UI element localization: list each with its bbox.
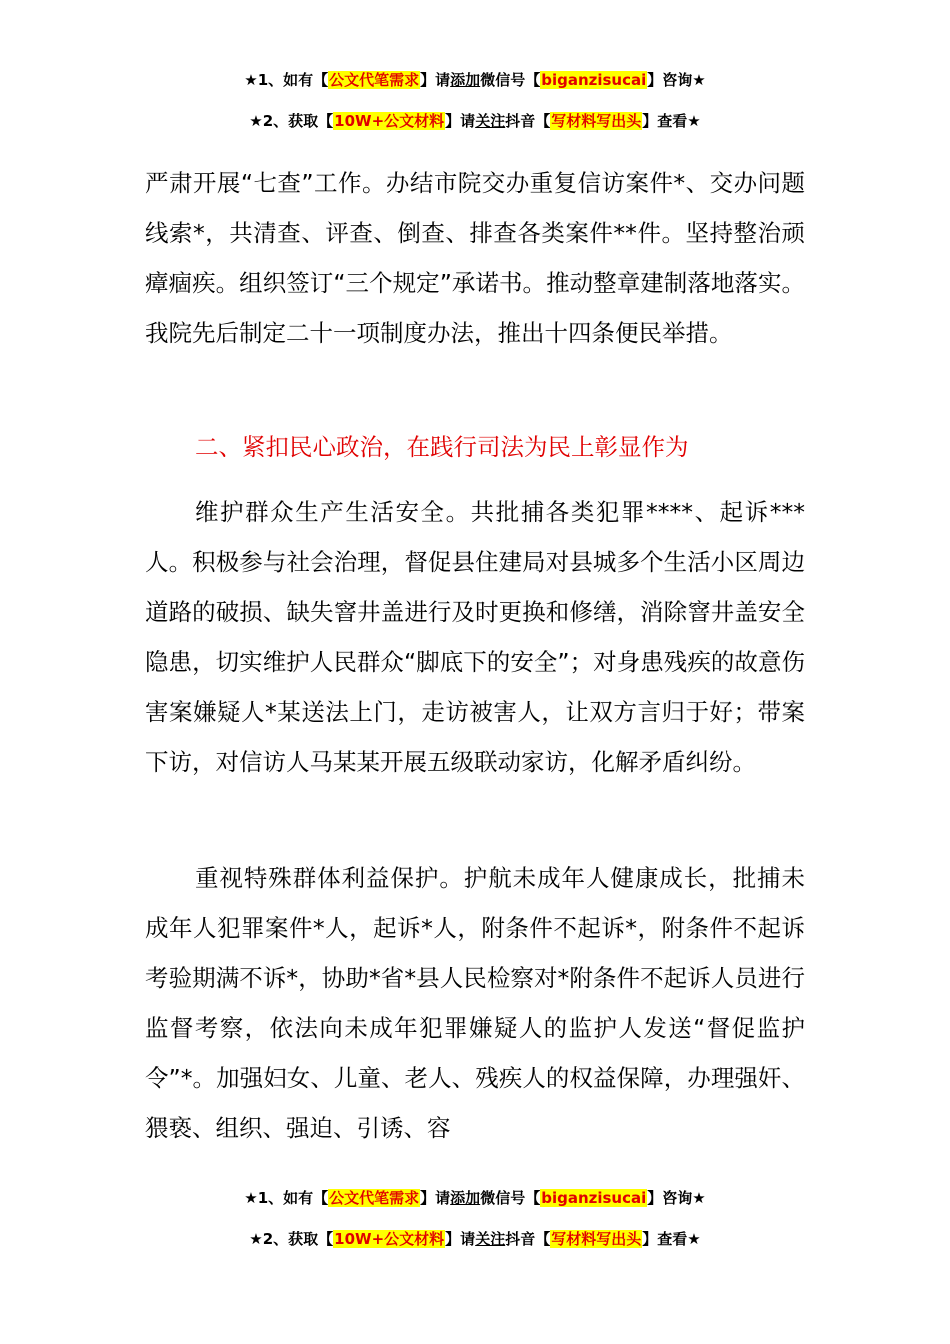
highlight-service: 公文代笔需求 [329,71,420,89]
body-section-2 [145,487,805,787]
star-icon: ★ [244,1189,258,1207]
star-icon: ★ [692,71,706,89]
body-section-3 [145,853,805,1153]
paragraph-1: 严肃开展“七查”工作。办结市院交办重复信访案件*、交办问题线索*，共清查、评查、倒查、排查各类案件**件。坚持整治顽瘴痼疾。组织签订“三个规定”承诺书。推动整章建制落地落实。我院先后制定二十一项制度办法，推出十四条便民举措。 [145,169,805,347]
star-icon: ★ [692,1189,706,1207]
top-banner-line-1: ★1、如有【公文代笔需求】请添加微信号【biganzisucai】咨询★ [244,71,706,89]
star-icon: ★ [687,1230,701,1248]
bottom-banner-line-2: ★2、获取【10W+公文材料】请关注抖音【写材料写出头】查看★ [249,1230,701,1248]
paragraph-3: 重视特殊群体利益保护。护航未成年人健康成长，批捕未成年人犯罪案件*人，起诉*人，附条件不起诉*，附条件不起诉考验期满不诉*，协助*省*县人民检察对*附条件不起诉人员进行监督考察，依法向未成年犯罪嫌疑人的监护人发送“督促监护令”*。加强妇女、儿童、老人、残疾人的权益保障，办理强奸、猥亵、组织、强迫、引诱、容 [145,864,805,1142]
star-icon: ★ [687,112,701,130]
star-icon: ★ [249,112,263,130]
highlight-materials: 10W+公文材料 [334,112,445,130]
section-heading-2: 二、紧扣民心政治，在践行司法为民上彰显作为 [195,433,689,461]
highlight-materials: 10W+公文材料 [334,1230,445,1248]
highlight-service: 公文代笔需求 [329,1189,420,1207]
top-banner-line-2: ★2、获取【10W+公文材料】请关注抖音【写材料写出头】查看★ [249,112,701,130]
body-section-1 [145,158,805,358]
highlight-wechat-id: biganzisucai [541,71,647,89]
bottom-banner-line-1: ★1、如有【公文代笔需求】请添加微信号【biganzisucai】咨询★ [244,1189,706,1207]
star-icon: ★ [244,71,258,89]
paragraph-2: 维护群众生产生活安全。共批捕各类犯罪****、起诉***人。积极参与社会治理，督促县住建局对县城多个生活小区周边道路的破损、缺失窨井盖进行及时更换和修缮，消除窨井盖安全隐患，切实维护人民群众“脚底下的安全”；对身患残疾的故意伤害案嫌疑人*某送法上门，走访被害人，让双方言归于好；带案下访，对信访人马某某开展五级联动家访，化解矛盾纠纷。 [145,498,805,776]
highlight-douyin-id: 写材料写出头 [551,1230,642,1248]
highlight-wechat-id: biganzisucai [541,1189,647,1207]
star-icon: ★ [249,1230,263,1248]
highlight-douyin-id: 写材料写出头 [551,112,642,130]
